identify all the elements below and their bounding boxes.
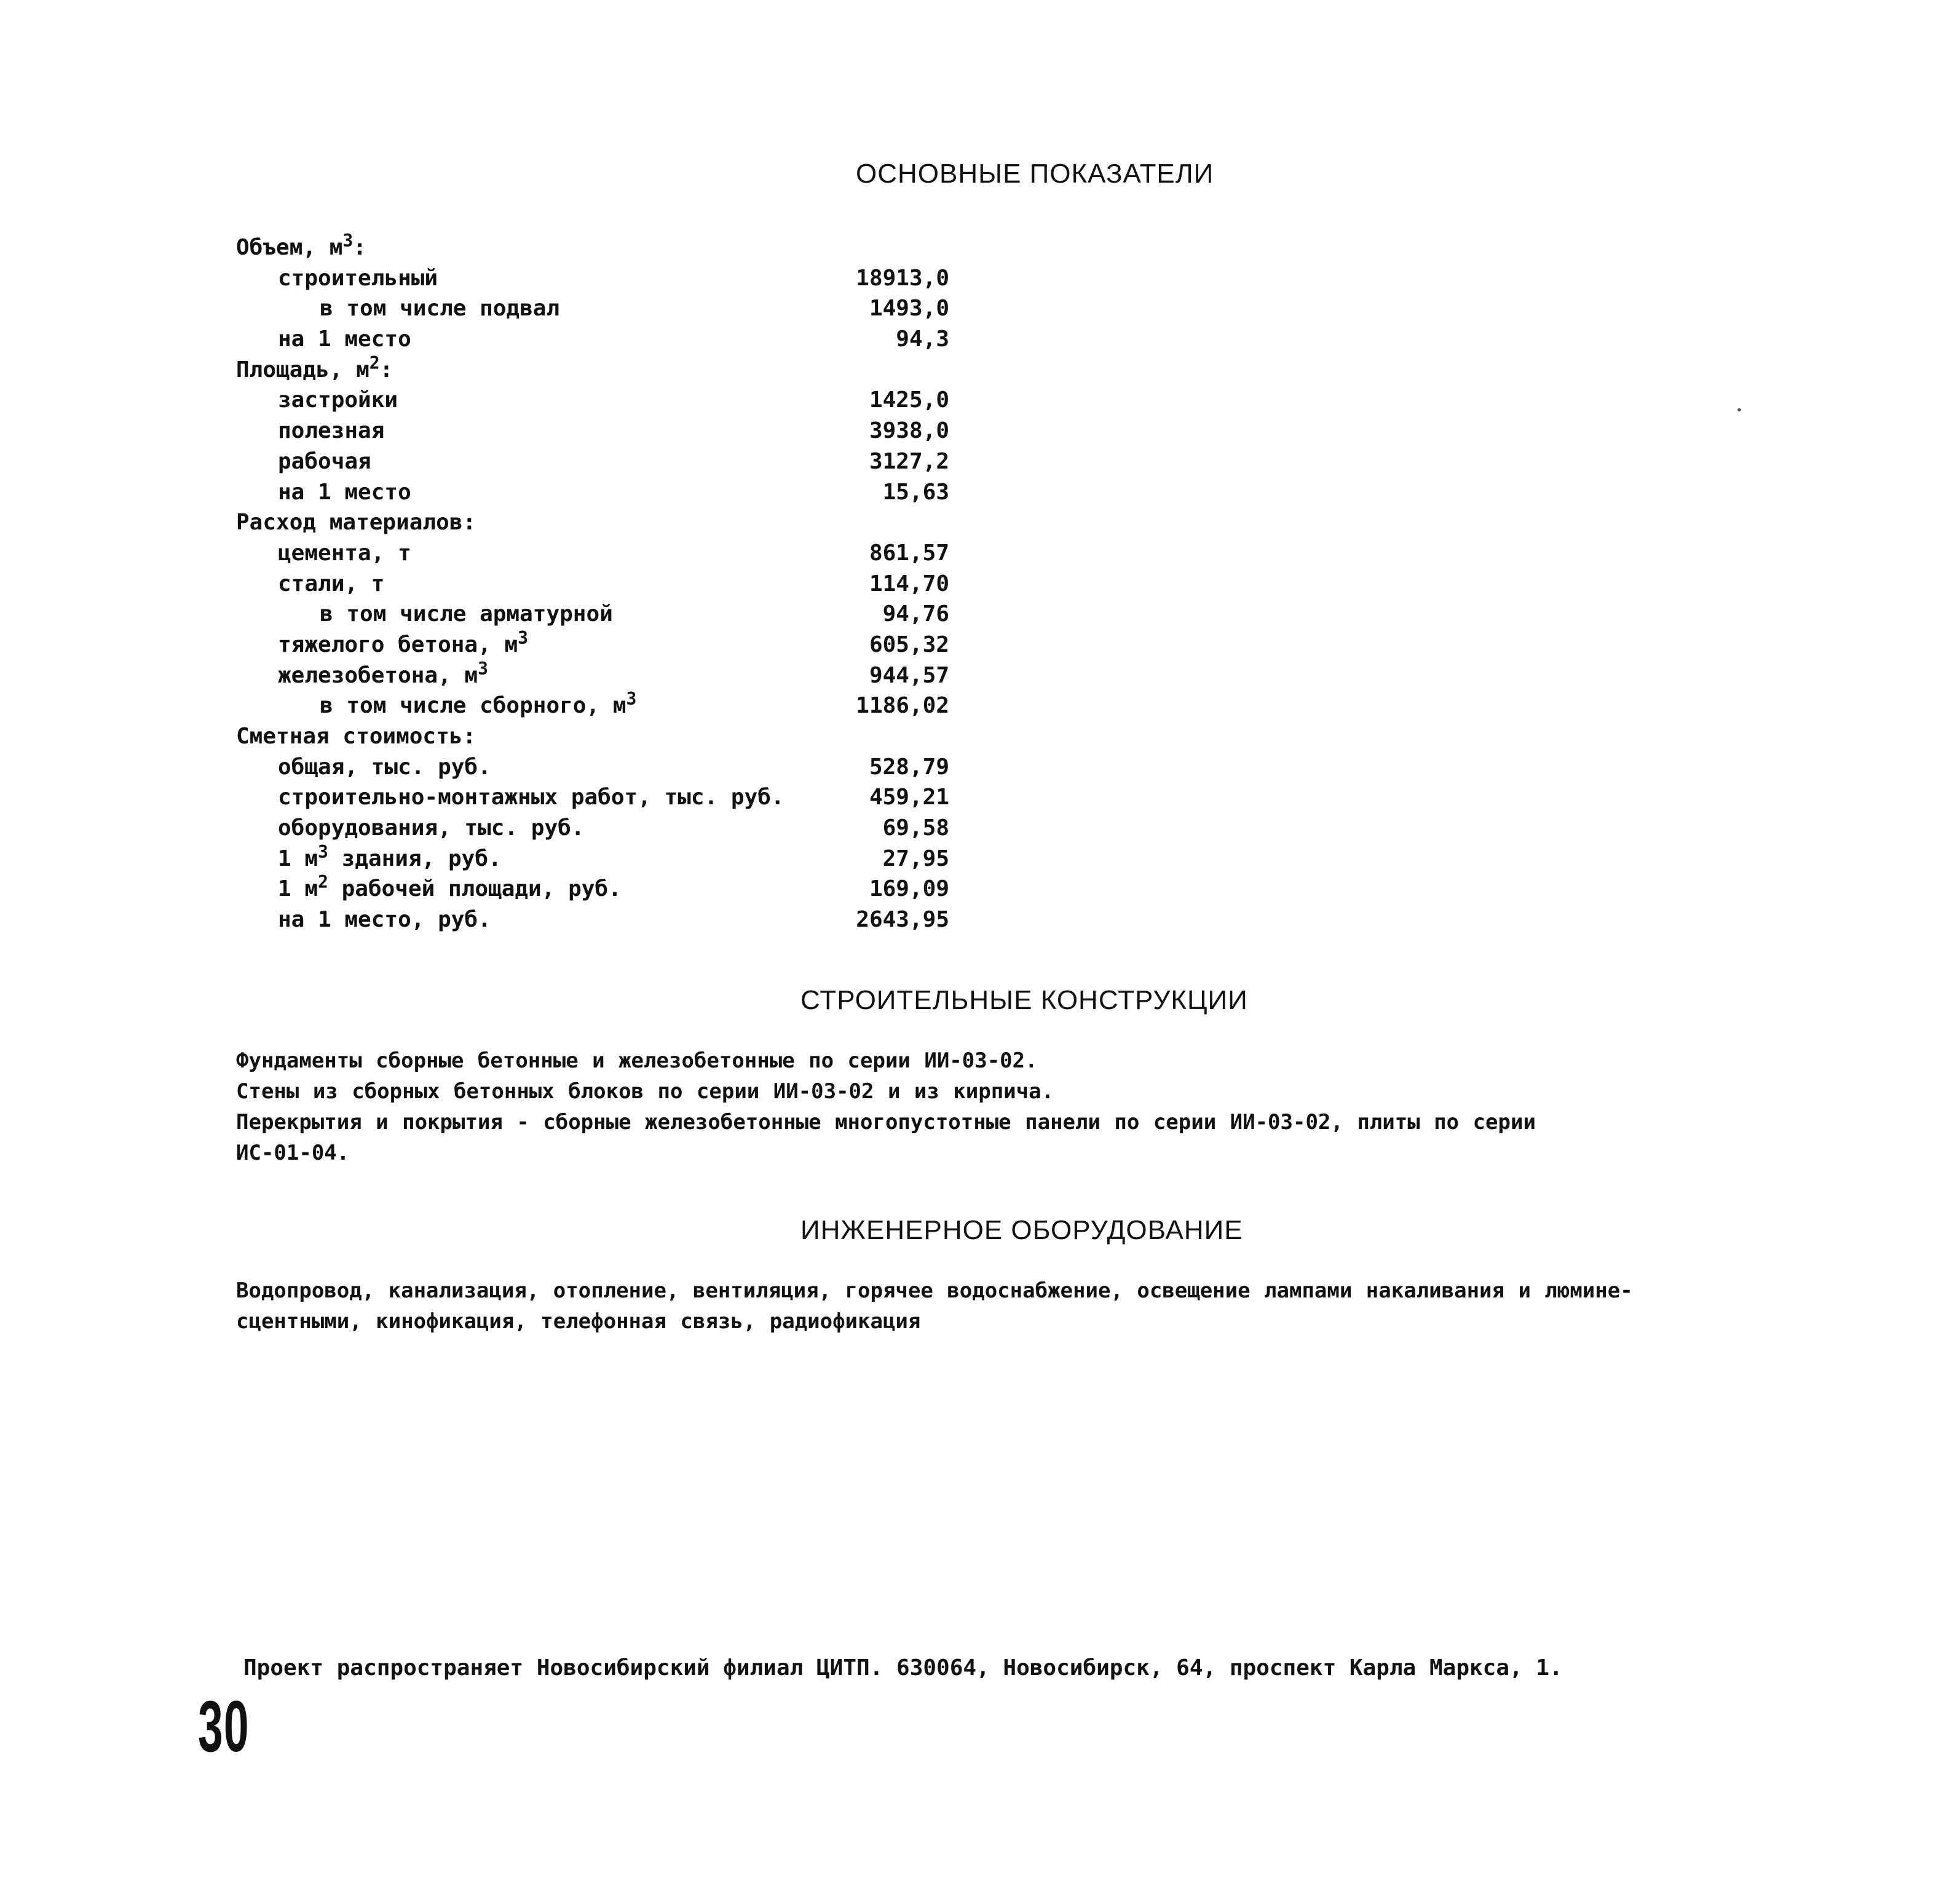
indicator-label bbox=[278, 841, 502, 874]
indicator-label bbox=[236, 507, 476, 538]
indicator-label-suffix: рабочей площади, руб. bbox=[328, 876, 622, 902]
indicator-unit-exponent: 3 bbox=[318, 841, 328, 862]
footer-note: Проект распространяет Новосибирский филиал ЦИТП. 630064, Новосибирск, 64, проспект Карла Маркса, 1. bbox=[243, 1655, 1563, 1681]
indicator-label-suffix: здания, руб. bbox=[328, 845, 502, 871]
indicator-unit-exponent: 3 bbox=[518, 627, 529, 648]
indicators-table bbox=[236, 232, 949, 935]
indicator-unit-exponent: 2 bbox=[369, 352, 380, 373]
indicator-unit-exponent: 3 bbox=[478, 658, 489, 679]
engineering-text bbox=[236, 1275, 1810, 1337]
indicator-value: 459,21 bbox=[869, 785, 949, 810]
indicator-value: 94,3 bbox=[896, 327, 949, 352]
indicator-label-text: Сметная стоимость: bbox=[236, 724, 476, 749]
indicator-label-text: застройки bbox=[278, 387, 398, 413]
indicator-value: 1186,02 bbox=[856, 693, 949, 719]
indicator-label-text: в том числе арматурной bbox=[320, 601, 613, 627]
indicator-row bbox=[236, 538, 949, 569]
indicator-unit-exponent: 3 bbox=[342, 231, 354, 251]
engineering-line: Водопровод, канализация, отопление, вентиляция, горячее водоснабжение, освещение лампами накаливания и люмине- bbox=[236, 1278, 1633, 1303]
indicator-label bbox=[278, 385, 398, 416]
indicator-row bbox=[236, 691, 949, 721]
indicator-label-suffix: : bbox=[379, 357, 393, 382]
indicator-label bbox=[278, 660, 488, 691]
indicator-row bbox=[236, 446, 949, 477]
indicator-value: 528,79 bbox=[869, 754, 949, 780]
indicator-label-text: полезная bbox=[278, 418, 385, 444]
indicator-row bbox=[236, 477, 949, 508]
indicator-row bbox=[236, 263, 949, 294]
indicator-row bbox=[236, 293, 949, 324]
indicator-label-text: Расход материалов: bbox=[236, 510, 476, 536]
indicator-label bbox=[278, 477, 411, 508]
indicator-label-text: рабочая bbox=[278, 448, 371, 474]
indicator-value: 114,70 bbox=[869, 571, 949, 596]
section-title-main-indicators: ОСНОВНЫЕ ПОКАЗАТЕЛИ bbox=[856, 159, 1214, 189]
indicator-row bbox=[236, 660, 949, 691]
constructions-line: ИС-01-04. bbox=[236, 1141, 350, 1165]
indicator-label bbox=[236, 352, 393, 386]
indicator-value: 69,58 bbox=[882, 815, 949, 841]
indicator-value: 1493,0 bbox=[869, 296, 949, 322]
section-title-engineering: ИНЖЕНЕРНОЕ ОБОРУДОВАНИЕ bbox=[800, 1215, 1243, 1245]
indicator-label bbox=[236, 721, 476, 752]
indicator-row bbox=[236, 569, 949, 600]
indicator-row bbox=[236, 813, 949, 844]
indicator-value: 15,63 bbox=[882, 479, 949, 505]
indicator-unit-exponent: 2 bbox=[318, 872, 328, 893]
indicator-row bbox=[236, 507, 949, 538]
indicator-label bbox=[278, 416, 384, 446]
indicator-label-text: в том числе сборного, м bbox=[320, 693, 626, 719]
indicator-label bbox=[278, 263, 438, 294]
indicator-label bbox=[278, 446, 371, 477]
indicator-value: 27,95 bbox=[882, 845, 949, 871]
indicator-value: 3127,2 bbox=[869, 448, 949, 474]
indicator-value: 861,57 bbox=[869, 540, 949, 566]
engineering-line: сцентными, кинофикация, телефонная связь, радиофикация bbox=[236, 1309, 921, 1334]
indicator-label-text: на 1 место bbox=[278, 479, 411, 505]
constructions-line: Фундаменты сборные бетонные и железобетонные по серии ИИ-03-02. bbox=[236, 1048, 1038, 1073]
indicator-row bbox=[236, 782, 949, 813]
indicator-label-text: цемента, т bbox=[278, 540, 411, 566]
indicator-label bbox=[278, 538, 411, 569]
indicator-label-text: Объем, м bbox=[236, 235, 343, 260]
indicator-value: 3938,0 bbox=[869, 418, 949, 444]
indicator-row bbox=[236, 721, 949, 752]
indicator-label-text: в том числе подвал bbox=[320, 296, 560, 322]
indicator-label-text: 1 м bbox=[278, 845, 318, 871]
indicator-label bbox=[278, 905, 491, 935]
indicator-value: 1425,0 bbox=[869, 387, 949, 413]
indicator-row bbox=[236, 416, 949, 446]
indicator-label-text: оборудования, тыс. руб. bbox=[278, 815, 585, 841]
indicator-label bbox=[320, 691, 636, 721]
indicator-label-text: Площадь, м bbox=[236, 357, 369, 382]
indicator-label bbox=[278, 813, 585, 844]
indicator-label-text: общая, тыс. руб. bbox=[278, 754, 491, 780]
indicator-label-text: строительно-монтажных работ, тыс. руб. bbox=[278, 785, 784, 810]
section-title-constructions: СТРОИТЕЛЬНЫЕ КОНСТРУКЦИИ bbox=[800, 985, 1248, 1015]
constructions-text bbox=[236, 1045, 1810, 1168]
indicator-label bbox=[278, 874, 622, 905]
indicator-label-text: строительный bbox=[278, 265, 438, 291]
scan-speck bbox=[1737, 408, 1741, 411]
indicator-label-text: тяжелого бетона, м bbox=[278, 632, 518, 657]
indicator-value: 605,32 bbox=[869, 632, 949, 657]
indicator-value: 18913,0 bbox=[856, 265, 949, 291]
indicator-label bbox=[278, 752, 491, 783]
indicator-label bbox=[236, 232, 366, 263]
indicator-row bbox=[236, 599, 949, 630]
indicator-row bbox=[236, 385, 949, 416]
indicator-label bbox=[278, 324, 411, 355]
indicator-label-text: стали, т bbox=[278, 571, 385, 596]
indicator-row bbox=[236, 232, 949, 263]
indicator-row bbox=[236, 352, 949, 386]
indicator-row bbox=[236, 874, 949, 905]
indicator-label bbox=[278, 569, 384, 600]
indicator-row bbox=[236, 627, 949, 660]
indicator-label bbox=[278, 782, 784, 813]
indicator-label-suffix: : bbox=[353, 235, 366, 260]
indicator-row bbox=[236, 324, 949, 355]
page-number: 30 bbox=[198, 1686, 250, 1767]
indicator-row bbox=[236, 905, 949, 935]
indicator-value: 944,57 bbox=[869, 662, 949, 688]
indicator-row bbox=[236, 752, 949, 783]
indicator-value: 94,76 bbox=[882, 601, 949, 627]
indicator-value: 169,09 bbox=[869, 876, 949, 902]
indicator-label bbox=[278, 627, 529, 660]
indicator-label bbox=[320, 293, 559, 324]
indicator-label-text: на 1 место bbox=[278, 327, 411, 352]
indicator-unit-exponent: 3 bbox=[626, 689, 637, 710]
constructions-line: Стены из сборных бетонных блоков по серии ИИ-03-02 и из кирпича. bbox=[236, 1079, 1054, 1104]
indicator-label-text: на 1 место, руб. bbox=[278, 907, 491, 933]
indicator-value: 2643,95 bbox=[856, 907, 949, 933]
indicator-row bbox=[236, 841, 949, 874]
constructions-line: Перекрытия и покрытия - сборные железобетонные многопустотные панели по серии ИИ-03-02, плиты по серии bbox=[236, 1110, 1536, 1135]
indicator-label-text: 1 м bbox=[278, 876, 318, 902]
indicator-label-text: железобетона, м bbox=[278, 662, 478, 688]
indicator-label bbox=[320, 599, 613, 630]
